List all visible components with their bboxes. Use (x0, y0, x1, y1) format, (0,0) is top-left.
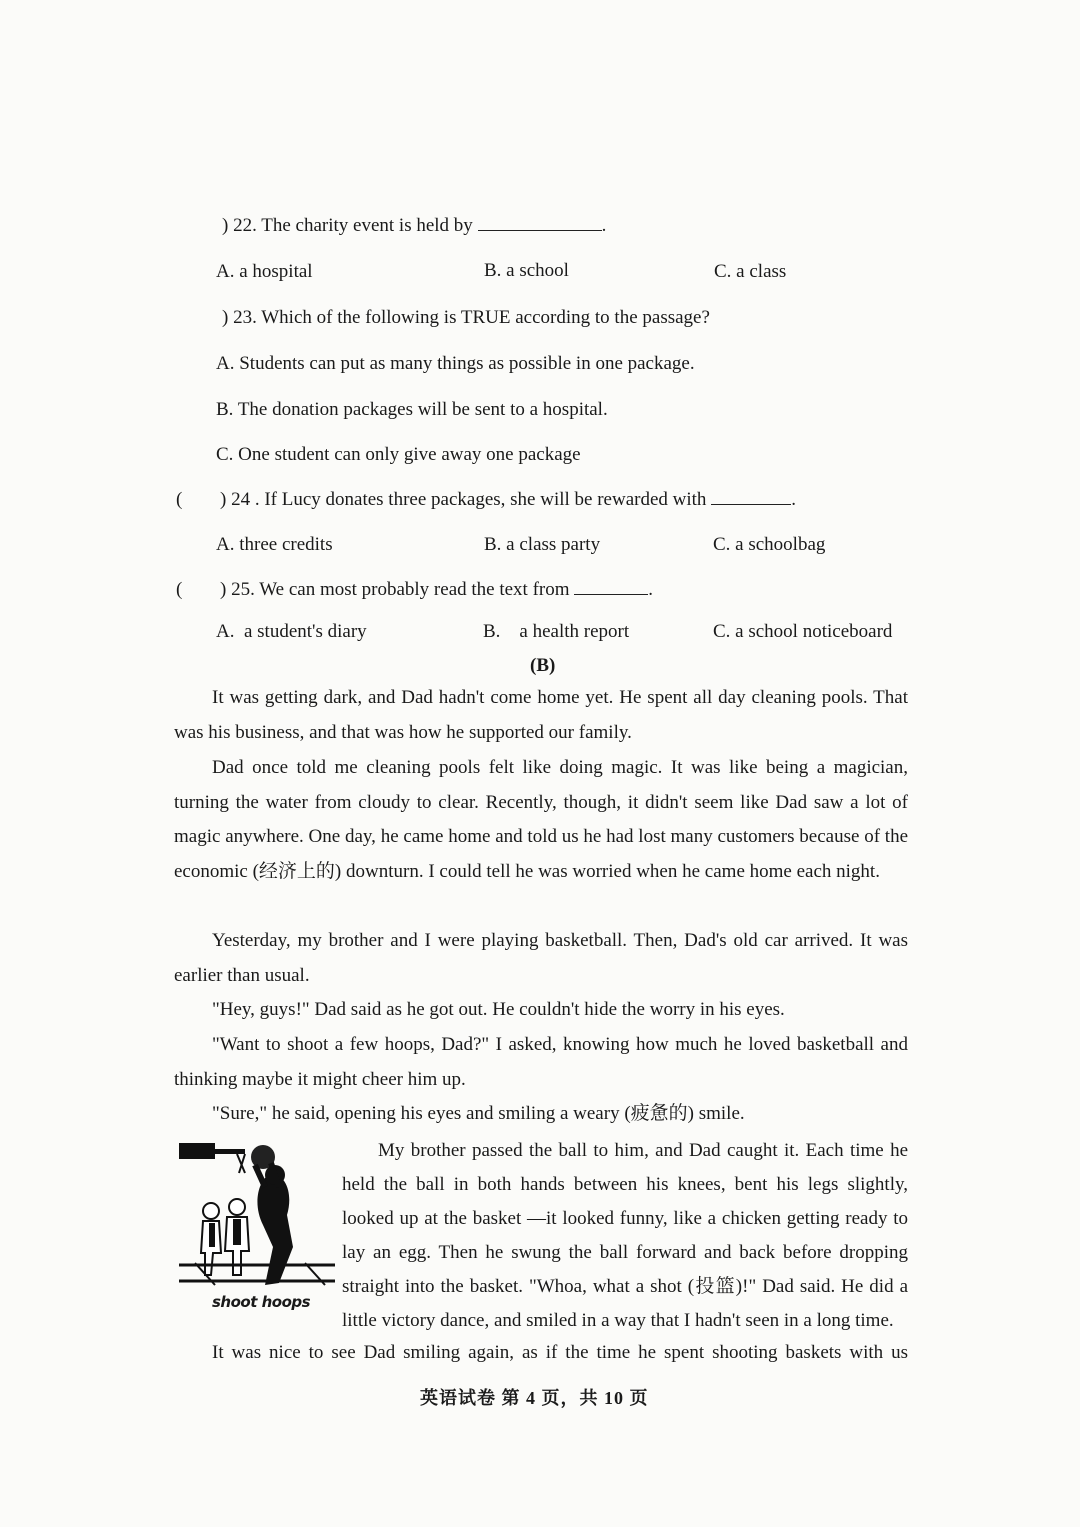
answer-blank (478, 214, 602, 231)
question-25 (220, 578, 653, 602)
answer-blank (711, 488, 791, 505)
question-24-end: . (791, 489, 796, 510)
q25-option-a: A. a student's diary (216, 621, 367, 642)
q25-option-c: C. a school noticeboard (713, 621, 893, 642)
passage-paragraph-6: "Sure," he said, opening his eyes and smiling a weary (疲惫的) smile. (212, 1103, 745, 1124)
q25-option-b: B. a health report (483, 621, 630, 642)
q24-option-b: B. a class party (484, 534, 601, 555)
q24-option-c: C. a schoolbag (713, 534, 826, 555)
question-22-end: . (601, 215, 607, 236)
question-25-end: . (648, 579, 654, 600)
passage-paragraph-3: Yesterday, my brother and I were playing basketball. Then, Dad's old car arrived. It was earlier than usual. (174, 930, 908, 986)
answer-blank (574, 578, 648, 595)
question-25-stem: ) 25. We can most probably read the text from (220, 579, 570, 600)
passage-paragraph-8: It was nice to see Dad smiling again, as if the time he spent shooting baskets with us (212, 1342, 908, 1363)
question-23-stem: ) 23. Which of the following is TRUE according to the passage? (222, 307, 710, 328)
q24-option-a: A. three credits (216, 534, 333, 555)
passage-paragraph-1: It was getting dark, and Dad hadn't come home yet. He spent all day cleaning pools. That was his business, and that was how he supported our family. (174, 687, 908, 743)
passage-paragraph-2: Dad once told me cleaning pools felt like doing magic. It was like being a magician, turning the water from cloudy to clear. Recently, though, it didn't seem like Dad saw a lot of magic anywhere. One day, he came home and told us he had lost many customers because of the economic (经济上的) downturn. I could tell he was worried when he came home each night. (174, 757, 908, 882)
question-24-stem: ) 24 . If Lucy donates three packages, she will be rewarded with (220, 489, 707, 510)
basketball-figures-illustration (175, 1135, 340, 1315)
question-24-paren: ( (176, 489, 183, 510)
q22-option-a: A. a hospital (216, 261, 313, 282)
q22-option-c: C. a class (714, 261, 787, 282)
question-22-stem: ) 22. The charity event is held by (222, 215, 473, 236)
question-23 (222, 306, 710, 330)
question-25-paren: ( (176, 579, 183, 600)
basketball-players-icon (175, 1135, 340, 1295)
passage-paragraph-7: My brother passed the ball to him, and Dad caught it. Each time he held the ball in both hands between his knees, bent his legs slightly, looked up at the basket —it looked funny, like a chicken getting ready to lay an egg. Then he swung the ball forward and back before dropping straight into the basket. "Whoa, what a shot (投篮)!" Dad said. He did a little victory dance, and smiled in a way that I hadn't seen in a long time. (342, 1140, 908, 1331)
page-footer: 英语试卷 第 4 页，共 10 页 (420, 1388, 649, 1408)
illustration-caption: shoot hoops (212, 1293, 311, 1311)
question-24 (220, 488, 796, 512)
q23-option-b: B. The donation packages will be sent to a hospital. (216, 399, 608, 420)
section-heading: (B) (530, 655, 556, 676)
passage-paragraph-4: "Hey, guys!" Dad said as he got out. He couldn't hide the worry in his eyes. (212, 999, 785, 1020)
passage-paragraph-5: "Want to shoot a few hoops, Dad?" I asked, knowing how much he loved basketball and thinking maybe it might cheer him up. (174, 1034, 908, 1090)
q23-option-c: C. One student can only give away one package (216, 444, 581, 465)
question-22 (222, 214, 606, 238)
q23-option-a: A. Students can put as many things as possible in one package. (216, 353, 695, 374)
q22-option-b: B. a school (484, 260, 569, 281)
